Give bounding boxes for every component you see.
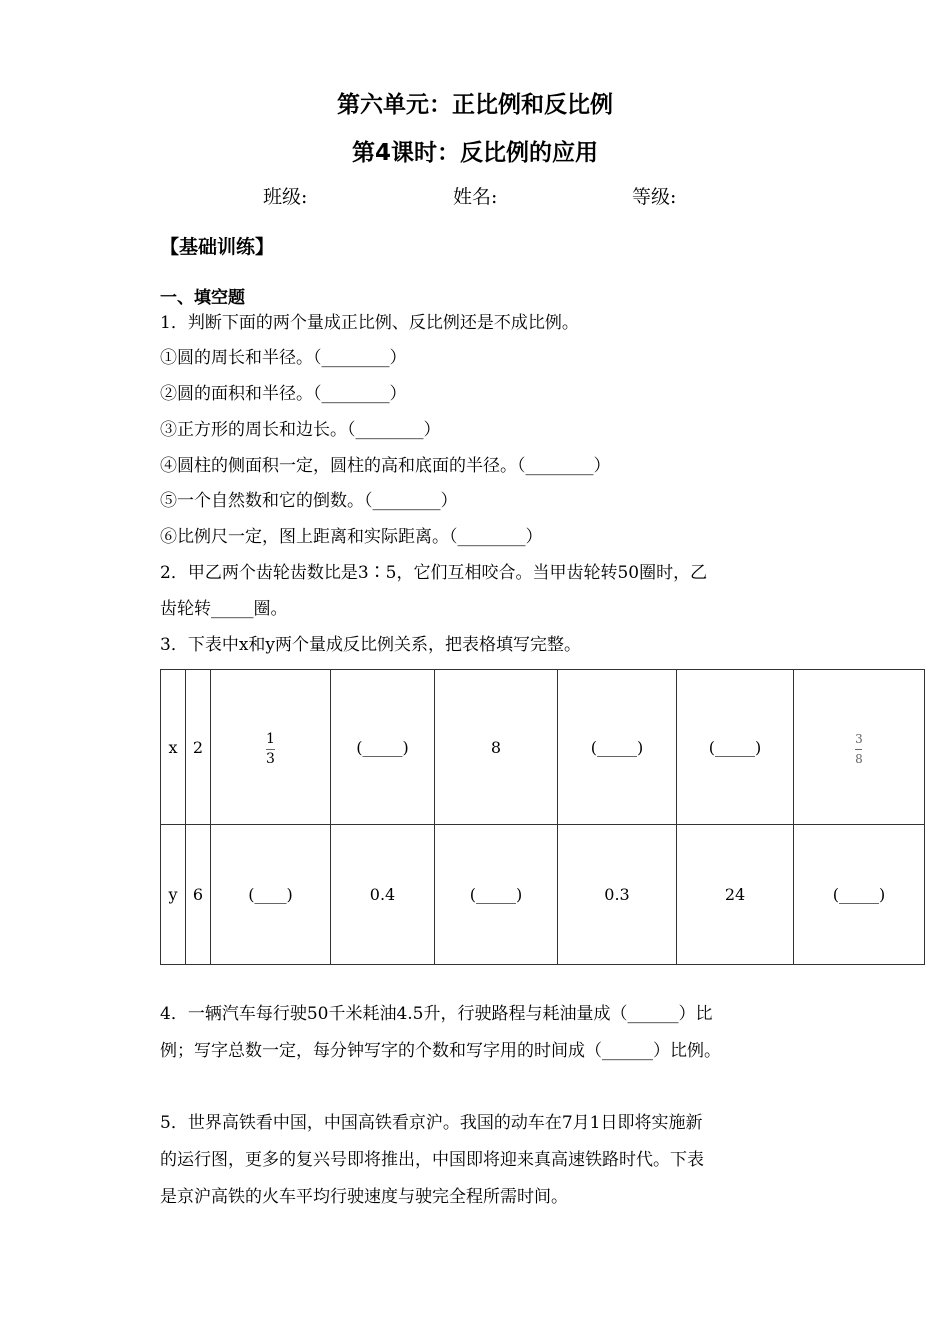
q5-line: 是京沪高铁的火车平均行驶速度与驶完全程所需时间。: [160, 1187, 568, 1207]
q1-item: ①圆的周长和半径。（________）: [160, 348, 407, 368]
x-blank[interactable]: (_____): [558, 670, 677, 825]
denominator: 3: [266, 750, 275, 767]
unit-title: 第六单元：正比例和反比例: [337, 92, 613, 118]
x-blank[interactable]: (_____): [331, 670, 435, 825]
y-cell: 0.4: [331, 825, 435, 965]
y-label: y: [161, 825, 186, 965]
q2-line: 齿轮转_____圈。: [160, 599, 288, 619]
denominator: 8: [855, 751, 863, 766]
x-label: x: [161, 670, 186, 825]
grade-label: 等级:: [632, 186, 677, 208]
x-cell-fraction: [794, 670, 925, 825]
y-blank[interactable]: (_____): [794, 825, 925, 965]
q3-stem: 3．下表中x和y两个量成反比例关系，把表格填写完整。: [160, 635, 582, 655]
q4-line: 例；写字总数一定，每分钟写字的个数和写字用的时间成（______）比例。: [160, 1041, 721, 1061]
q5-line: 5．世界高铁看中国，中国高铁看京沪。我国的动车在7月1日即将实施新: [160, 1113, 703, 1133]
q1-item: ⑥比例尺一定，图上距离和实际距离。（________）: [160, 527, 543, 547]
q1-item: ②圆的面积和半径。（________）: [160, 384, 407, 404]
x-row: [161, 670, 925, 825]
q1-item: ⑤一个自然数和它的倒数。（________）: [160, 491, 458, 511]
numerator: 3: [855, 731, 863, 746]
x-cell: 8: [435, 670, 558, 825]
q4-line: 4．一辆汽车每行驶50千米耗油4.5升，行驶路程与耗油量成（______）比: [160, 1004, 713, 1024]
q1-item: ③正方形的周长和边长。（________）: [160, 420, 441, 440]
xy-table: [160, 669, 925, 965]
q1-stem: 1．判断下面的两个量成正比例、反比例还是不成比例。: [160, 313, 579, 333]
class-label: 班级:: [263, 186, 308, 208]
y-cell: 0.3: [558, 825, 677, 965]
q2-line: 2．甲乙两个齿轮齿数比是3∶5，它们互相咬合。当甲齿轮转50圈时，乙: [160, 563, 708, 583]
q5-line: 的运行图，更多的复兴号即将推出，中国即将迎来真高速铁路时代。下表: [160, 1150, 704, 1170]
x-cell-fraction: [211, 670, 331, 825]
numerator: 1: [266, 730, 275, 747]
part-heading: 一、填空题: [160, 288, 245, 308]
x-blank[interactable]: (_____): [677, 670, 794, 825]
y-cell: 24: [677, 825, 794, 965]
y-row: [161, 825, 925, 965]
y-blank[interactable]: (____): [211, 825, 331, 965]
y-cell: 6: [186, 825, 211, 965]
x-cell: 2: [186, 670, 211, 825]
q1-item: ④圆柱的侧面积一定，圆柱的高和底面的半径。（________）: [160, 456, 611, 476]
section-heading: 【基础训练】: [160, 236, 275, 258]
name-label: 姓名:: [453, 186, 498, 208]
lesson-title: 第4课时：反比例的应用: [351, 140, 598, 166]
y-blank[interactable]: (_____): [435, 825, 558, 965]
